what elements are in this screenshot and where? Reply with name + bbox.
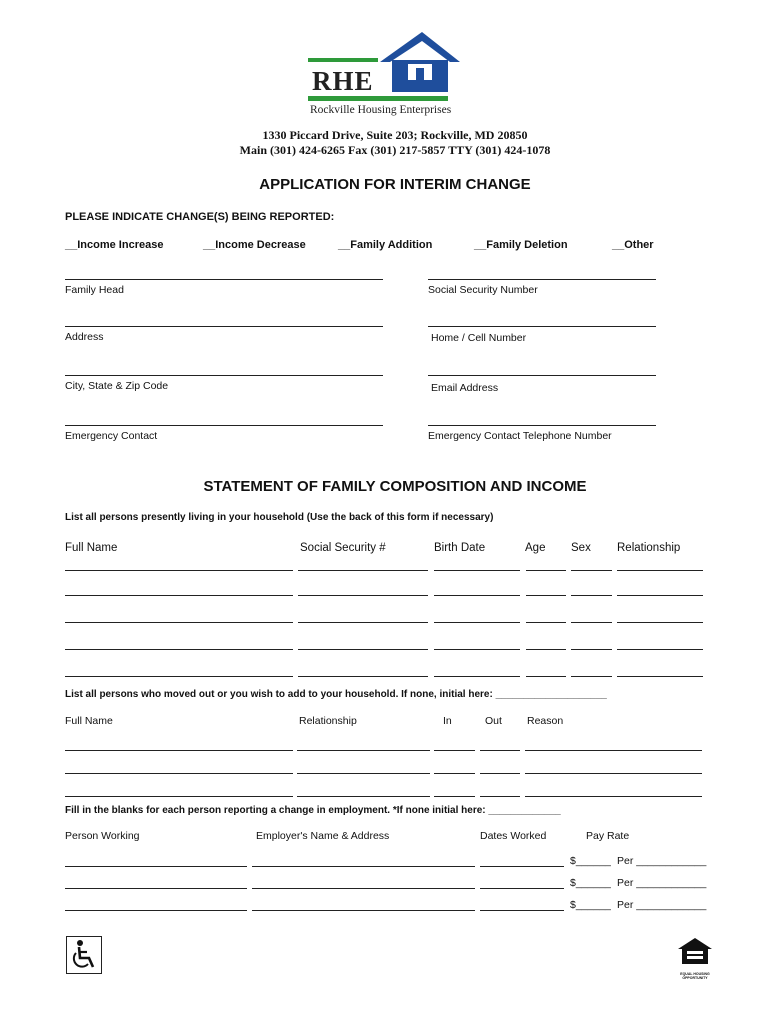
moved-reason-field-row3[interactable] bbox=[525, 796, 702, 797]
moved-name-field-row1[interactable] bbox=[65, 750, 293, 751]
equal-housing-icon bbox=[676, 937, 714, 980]
household-sex-field-row3[interactable] bbox=[571, 622, 612, 623]
household-birth-date-field-row1[interactable] bbox=[434, 570, 520, 571]
composition-title: STATEMENT OF FAMILY COMPOSITION AND INCOME bbox=[203, 478, 587, 495]
moved-out-field-row1[interactable] bbox=[480, 750, 520, 751]
moved-col-reason: Reason bbox=[527, 715, 564, 727]
employment-employer-field-row2[interactable] bbox=[252, 888, 475, 889]
family-head-label: Family Head bbox=[65, 284, 124, 296]
household-ssn-field-row4[interactable] bbox=[298, 649, 428, 650]
option-family-addition[interactable]: __Family Addition bbox=[338, 239, 433, 251]
household-name-field-row3[interactable] bbox=[65, 622, 293, 623]
household-age-field-row4[interactable] bbox=[526, 649, 566, 650]
equal-housing-text: EQUAL HOUSING OPPORTUNITY bbox=[680, 972, 710, 980]
city-field[interactable] bbox=[65, 375, 383, 376]
household-relationship-field-row1[interactable] bbox=[617, 570, 703, 571]
col-ssn: Social Security # bbox=[300, 542, 386, 554]
household-relationship-field-row2[interactable] bbox=[617, 595, 703, 596]
household-birth-date-field-row3[interactable] bbox=[434, 622, 520, 623]
pay-period-field-row1[interactable]: Per ____________ bbox=[617, 855, 707, 867]
household-name-field-row4[interactable] bbox=[65, 649, 293, 650]
household-ssn-field-row5[interactable] bbox=[298, 676, 428, 677]
address-label: Address bbox=[65, 331, 104, 343]
emp-col-employer: Employer's Name & Address bbox=[256, 830, 390, 842]
moved-instruction: List all persons who moved out or you wish to add to your household. If none, initial here: ____________________ bbox=[65, 689, 607, 700]
pay-period-field-row3[interactable]: Per ____________ bbox=[617, 899, 707, 911]
moved-relationship-field-row3[interactable] bbox=[297, 796, 430, 797]
household-ssn-field-row2[interactable] bbox=[298, 595, 428, 596]
pay-amount-field-row1[interactable]: $______ bbox=[570, 855, 611, 867]
moved-in-field-row3[interactable] bbox=[434, 796, 475, 797]
col-birth-date: Birth Date bbox=[434, 542, 486, 554]
household-ssn-field-row1[interactable] bbox=[298, 570, 428, 571]
household-age-field-row1[interactable] bbox=[526, 570, 566, 571]
household-sex-field-row2[interactable] bbox=[571, 595, 612, 596]
emp-col-payrate: Pay Rate bbox=[586, 830, 630, 842]
moved-name-field-row2[interactable] bbox=[65, 773, 293, 774]
household-relationship-field-row5[interactable] bbox=[617, 676, 703, 677]
col-full-name: Full Name bbox=[65, 542, 118, 554]
household-sex-field-row5[interactable] bbox=[571, 676, 612, 677]
email-field[interactable] bbox=[428, 375, 656, 376]
household-age-field-row3[interactable] bbox=[526, 622, 566, 623]
emergency-phone-field[interactable] bbox=[428, 425, 656, 426]
moved-reason-field-row1[interactable] bbox=[525, 750, 702, 751]
pay-amount-field-row3[interactable]: $______ bbox=[570, 899, 611, 911]
moved-relationship-field-row1[interactable] bbox=[297, 750, 430, 751]
household-name-field-row1[interactable] bbox=[65, 570, 293, 571]
logo-org-name: Rockville Housing Enterprises bbox=[310, 104, 452, 116]
moved-out-field-row3[interactable] bbox=[480, 796, 520, 797]
employment-dates-field-row3[interactable] bbox=[480, 910, 564, 911]
city-label: City, State & Zip Code bbox=[65, 380, 169, 392]
employment-person-field-row2[interactable] bbox=[65, 888, 247, 889]
employment-employer-field-row3[interactable] bbox=[252, 910, 475, 911]
employment-employer-field-row1[interactable] bbox=[252, 866, 475, 867]
moved-col-relationship: Relationship bbox=[299, 715, 357, 727]
moved-col-in: In bbox=[443, 715, 452, 727]
household-birth-date-field-row4[interactable] bbox=[434, 649, 520, 650]
ssn-label: Social Security Number bbox=[428, 284, 538, 296]
pay-period-field-row2[interactable]: Per ____________ bbox=[617, 877, 707, 889]
household-birth-date-field-row2[interactable] bbox=[434, 595, 520, 596]
address-field[interactable] bbox=[65, 326, 383, 327]
phone-label: Home / Cell Number bbox=[431, 332, 527, 344]
ssn-field[interactable] bbox=[428, 279, 656, 280]
household-relationship-field-row4[interactable] bbox=[617, 649, 703, 650]
option-other[interactable]: __Other bbox=[612, 239, 654, 251]
col-age: Age bbox=[525, 542, 546, 554]
family-head-field[interactable] bbox=[65, 279, 383, 280]
org-phones: Main (301) 424-6265 Fax (301) 217-5857 TTY (301) 424-1078 bbox=[239, 143, 551, 157]
emergency-label: Emergency Contact bbox=[65, 430, 158, 442]
household-name-field-row5[interactable] bbox=[65, 676, 293, 677]
col-relationship: Relationship bbox=[617, 542, 681, 554]
option-income-increase[interactable]: __Income Increase bbox=[65, 239, 164, 251]
moved-in-field-row2[interactable] bbox=[434, 773, 475, 774]
logo-letters: RHE bbox=[312, 66, 374, 96]
household-age-field-row5[interactable] bbox=[526, 676, 566, 677]
household-ssn-field-row3[interactable] bbox=[298, 622, 428, 623]
col-sex: Sex bbox=[571, 542, 591, 554]
employment-person-field-row3[interactable] bbox=[65, 910, 247, 911]
employment-dates-field-row2[interactable] bbox=[480, 888, 564, 889]
moved-name-field-row3[interactable] bbox=[65, 796, 293, 797]
pay-amount-field-row2[interactable]: $______ bbox=[570, 877, 611, 889]
org-address: 1330 Piccard Drive, Suite 203; Rockville, MD 20850 bbox=[262, 128, 528, 142]
employment-person-field-row1[interactable] bbox=[65, 866, 247, 867]
employment-instruction: Fill in the blanks for each person reporting a change in employment. *If none initial here: _____________ bbox=[65, 805, 561, 816]
moved-out-field-row2[interactable] bbox=[480, 773, 520, 774]
moved-reason-field-row2[interactable] bbox=[525, 773, 702, 774]
email-label: Email Address bbox=[431, 382, 499, 394]
household-sex-field-row1[interactable] bbox=[571, 570, 612, 571]
emp-col-dates: Dates Worked bbox=[480, 830, 547, 842]
wheelchair-icon bbox=[66, 936, 102, 974]
moved-relationship-field-row2[interactable] bbox=[297, 773, 430, 774]
emergency-field[interactable] bbox=[65, 425, 383, 426]
moved-col-out: Out bbox=[485, 715, 502, 727]
employment-dates-field-row1[interactable] bbox=[480, 866, 564, 867]
emp-col-person: Person Working bbox=[65, 830, 140, 842]
phone-field[interactable] bbox=[428, 326, 656, 327]
household-sex-field-row4[interactable] bbox=[571, 649, 612, 650]
emergency-phone-label: Emergency Contact Telephone Number bbox=[428, 430, 612, 442]
household-name-field-row2[interactable] bbox=[65, 595, 293, 596]
household-birth-date-field-row5[interactable] bbox=[434, 676, 520, 677]
page-title: APPLICATION FOR INTERIM CHANGE bbox=[259, 176, 531, 193]
composition-instruction: List all persons presently living in your household (Use the back of this form if necessary) bbox=[65, 512, 494, 523]
household-relationship-field-row3[interactable] bbox=[617, 622, 703, 623]
option-family-deletion[interactable]: __Family Deletion bbox=[474, 239, 568, 251]
changes-prompt: PLEASE INDICATE CHANGE(S) BEING REPORTED: bbox=[65, 211, 335, 223]
option-income-decrease[interactable]: __Income Decrease bbox=[203, 239, 306, 251]
moved-col-name: Full Name bbox=[65, 715, 113, 727]
household-age-field-row2[interactable] bbox=[526, 595, 566, 596]
moved-in-field-row1[interactable] bbox=[434, 750, 475, 751]
